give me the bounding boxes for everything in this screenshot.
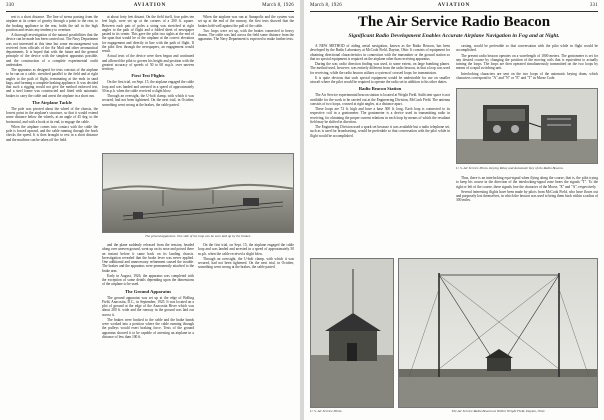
paragraph: Actual tests of the device were then begun and continued and allowed the pilot to govern his height and position with the greatest accuracy of speeds of 50 to 60 m.p.h. over uneven territory. [102,54,194,71]
right-page-date: March 8, 1926 [310,3,342,8]
paragraph: Interlocking characters are sent on the two loops of the automatic keying drum, which characters correspond to "A" and "N" or "E" and "T" in Morse Code. [456,71,598,80]
section-heading: Radio Beacon Station [358,86,402,92]
left-column-3-top [198,15,294,152]
right-header-rule [310,11,598,12]
paragraph: The apparatus as designed for tests consists of the airplane to be run on a cable, stretched parallel to the field and at right angles to the path of flight, terminating at the ends in sand bags, and forming a complete braking appliance. It was decided that such a rigging would not give the method enforced test, and a steel frame was constructed and fitted with automatic brakes to carry the cable and arrest the airplane in a short run. [6,68,98,98]
right-page [304,0,604,420]
left-header-rule [6,11,294,12]
paragraph: A thorough investigation of the natural possibilities that the device can be made has been carried out. The Navy Department was not interested at this time but some encouragement was received from officials of the Air Mail and other aeronautical departments. It is hoped that with the future and the general principle of the device with the simplest apparatus possible, and the construction of a complete experimental outfit undertaken. [6,33,98,67]
paragraph: Early in August, 1926, the apparatus was completed with the exception of some details depending upon the dimensions of the airplane to be used. [102,273,194,287]
paragraph: The present radio beacon operates on a wavelength of 1000 meters. The goniometer is set for any desired course by changing the position of the moving coils that is equivalent to actually turning the loops. The loops are then operated simultaneously transmitted on the two loops by means of a rapid switching unit. [456,53,598,71]
antenna-photo-illustration [399,259,598,408]
paragraph: On the first trial, on Sept. 15, the airplane engaged the cable loop and was landed and arrested in a speed of approximately 50 m.p.h. when the cable received a slight blow. [102,80,194,93]
left-page [0,0,300,420]
paragraph: Through an oversight, the U-bolt clamp, with which it was secured, had not been tightened. On the next trial, in October, something went wrong at the brakes, the cable parted. [198,256,294,270]
paragraph: It is quite obvious that such special equipment would be undesirable for use on smaller aircraft where the pilot would be required to operate the radio set in addition to his other duties. [310,75,450,84]
left-page-date: March 8, 1926 [262,3,294,8]
section-heading: The Airplane Tackle [32,99,72,105]
right-column-2-top [456,44,598,86]
paragraph: The Air Service experimental beacon station is located at Wright Field. Sufficient space is not available for the work to be carried out at the Engineering Division, McCook Field. The antenna consists of two loops, crossed at right angles, at a distance apart. [310,93,450,106]
paragraph: rest is a short distance. The line of stems passing from the airplane at its center of gravity through a point to the rear, to the braking appliance in the rear, holds the tail in the high position and resists any tendency to overturn. [6,15,98,32]
right-running-title: AVIATION [437,3,471,8]
station-photo-illustration [311,259,394,408]
equipment-photo-illustration [457,89,598,164]
left-column-3-bottom [198,243,294,415]
paragraph: During the war, radio direction finding was used, to some extent, on large bombing planes. The method used, however, was entirely different from the radio beacon, in that a loop was used for receiving, while the radio beacon utilizes a system of crossed loops for transmission. [310,62,450,75]
paragraph: On the first trial, on Sept. 15, the airplane engaged the cable loop and was landed and arrested in a speed of approximately 50 m.p.h. when the cable received a slight blow. [198,243,294,256]
keying-relay-photo [456,88,598,164]
paragraph: casting, would be preferable so that conversation with the pilot while in flight would be accomplished. [456,44,598,53]
right-column-2-bottom [456,176,598,254]
article-subtitle: Significant Radio Development Enables Accurate Airplane Navigation in Fog and at Night. [348,33,560,39]
radio-beacon-photo [398,258,598,408]
left-column-2-top [102,15,194,152]
small-photo-caption: U. S. Air Service Photo [310,409,342,413]
paragraph: and the plane suddenly released from the tension, headed along over uneven ground, went up on its nose and poised there an instant before it came back on its landing chassis. Investigation revealed that the brake lever was never applied. One additional and unnecessary refinement caused the trouble. The brakes and the apparatus were permanently attached to the brake arm. [102,243,194,273]
paragraph: Several interesting flights have been made by pilots from McCook Field, who have flown out and purposely lost themselves, in which the beacon was used to bring them back within a radius of 300 miles. [456,189,598,203]
paragraph: When the airplane comes into contact with the cable the pole is forced upward, and the cable running through the hook checks the speed. It is then brought to rest in a short distance and the machine can be taken off the field. [6,124,98,142]
radio-beacon-caption: The Air Service Radio Beacon at Wilbur Wright Field, Dayton, Ohio [451,409,545,413]
left-column-1 [6,15,98,415]
paragraph: When the airplane was run at Annapolis and the system was set up at the end of the runway, the first tests showed that the brakes held well against the pull of the cable. [198,15,294,28]
paragraph: The Engineering Division used a spark set because it was available but a radio telephone set, such as is used for broadcasting, would be preferable so that conversation with the pilot while in flight would be accomplished. [310,125,450,138]
section-heading: The Ground Apparatus [124,288,172,294]
paragraph: The brakes were hooked to the cable and the brake bands were worked into a position where the cable running through the pulleys would exert braking force. Tests of the ground apparatus showed it to be capable of arresting an airplane in a distance of less than 100 ft. [102,317,194,339]
paragraph: Through an oversight, the U-bolt clamp, with which it was secured, had not been tightened. On the next trial, in October, something went wrong at the brakes, the cable parted. [102,94,194,107]
paragraph: Thus, there is an interlocking equi-signal when flying along the course, that is, the pilot trying to keep his course in the direction of the interlocking-signal zone hears the signals "T". To the right or left of the course, these signals lose the character of the Morse, "E" and "A", respectively. [456,176,598,189]
paragraph: Two loops were set up, with the brakes connected to heavy drums. The cable was laid across the field some distance from the apparatus. The Navy Department is expected to make further tests. [198,28,294,42]
paragraph: These loops are 72 ft. high and have a base 300 ft. long. Each loop is connected to its respective coil in a goniometer. The goniometer is a device used in transmitting radio in receiving, for obtaining the proper current relations in each loop by means of which the resultant field may be shifted in direction. [310,107,450,124]
paragraph: The pole was pivoted about the wheel of the chassis, the lowest point in the airplane's structure, so that it would extend some distance below the wheels, at an angle of 45 deg. to the horizontal, and with a hook at its end, to engage the cable. [6,106,98,124]
left-column-2-bottom [102,243,194,415]
right-column-1 [310,44,450,254]
ground-apparatus-photo [102,153,294,233]
left-running-title: AVIATION [133,3,167,8]
right-page-number: 331 [589,3,598,8]
field-photo-illustration [103,154,294,233]
section-heading: First Test Flights [131,73,165,79]
paragraph: The ground apparatus was set up at the edge of Bolling Field, Anacostia, D.C., in September, 1925. It was located on a plot of ground at the edge of the Anacostia River which was about 200 ft. wide and the runway in the ground was laid out across it. [102,295,194,317]
paragraph: A NEW METHOD of aiding aerial navigation, known as the Radio Beacon, has been developed by the Radio Laboratory at McCook Field, Dayton, Ohio. It consists of equipment for obtaining directional characteristics in connection with the transmitter or the ground station so that no special equipment is required on the airplane other than receiving apparatus. [310,44,450,61]
left-figure-caption: The ground apparatus. One side of the loop can be seen laid up by the brakes. [144,234,251,238]
article-title: The Air Service Radio Beacon [357,14,551,30]
beacon-station-small-photo [310,258,394,408]
keying-relay-caption: U. S. Air Service Photo. Keying Relay and Automatic Key of the Radio Beacon. [456,166,564,170]
left-page-number: 330 [6,3,15,8]
paragraph: at about forty feet distant. On the field itself, four poles ten feet high, were set up at the corners of a 200 ft. square. Between each pair of poles a string was stretched at right angles to the path of flight and a folded sheet of newspaper pasted in its center. This gave the pilot two sights at the end of the span that would be of the airplane at the correct elevation for engagement and directly in line with the path of flight. If the pilot flew through the newspapers, an engagement would result. [102,15,194,53]
